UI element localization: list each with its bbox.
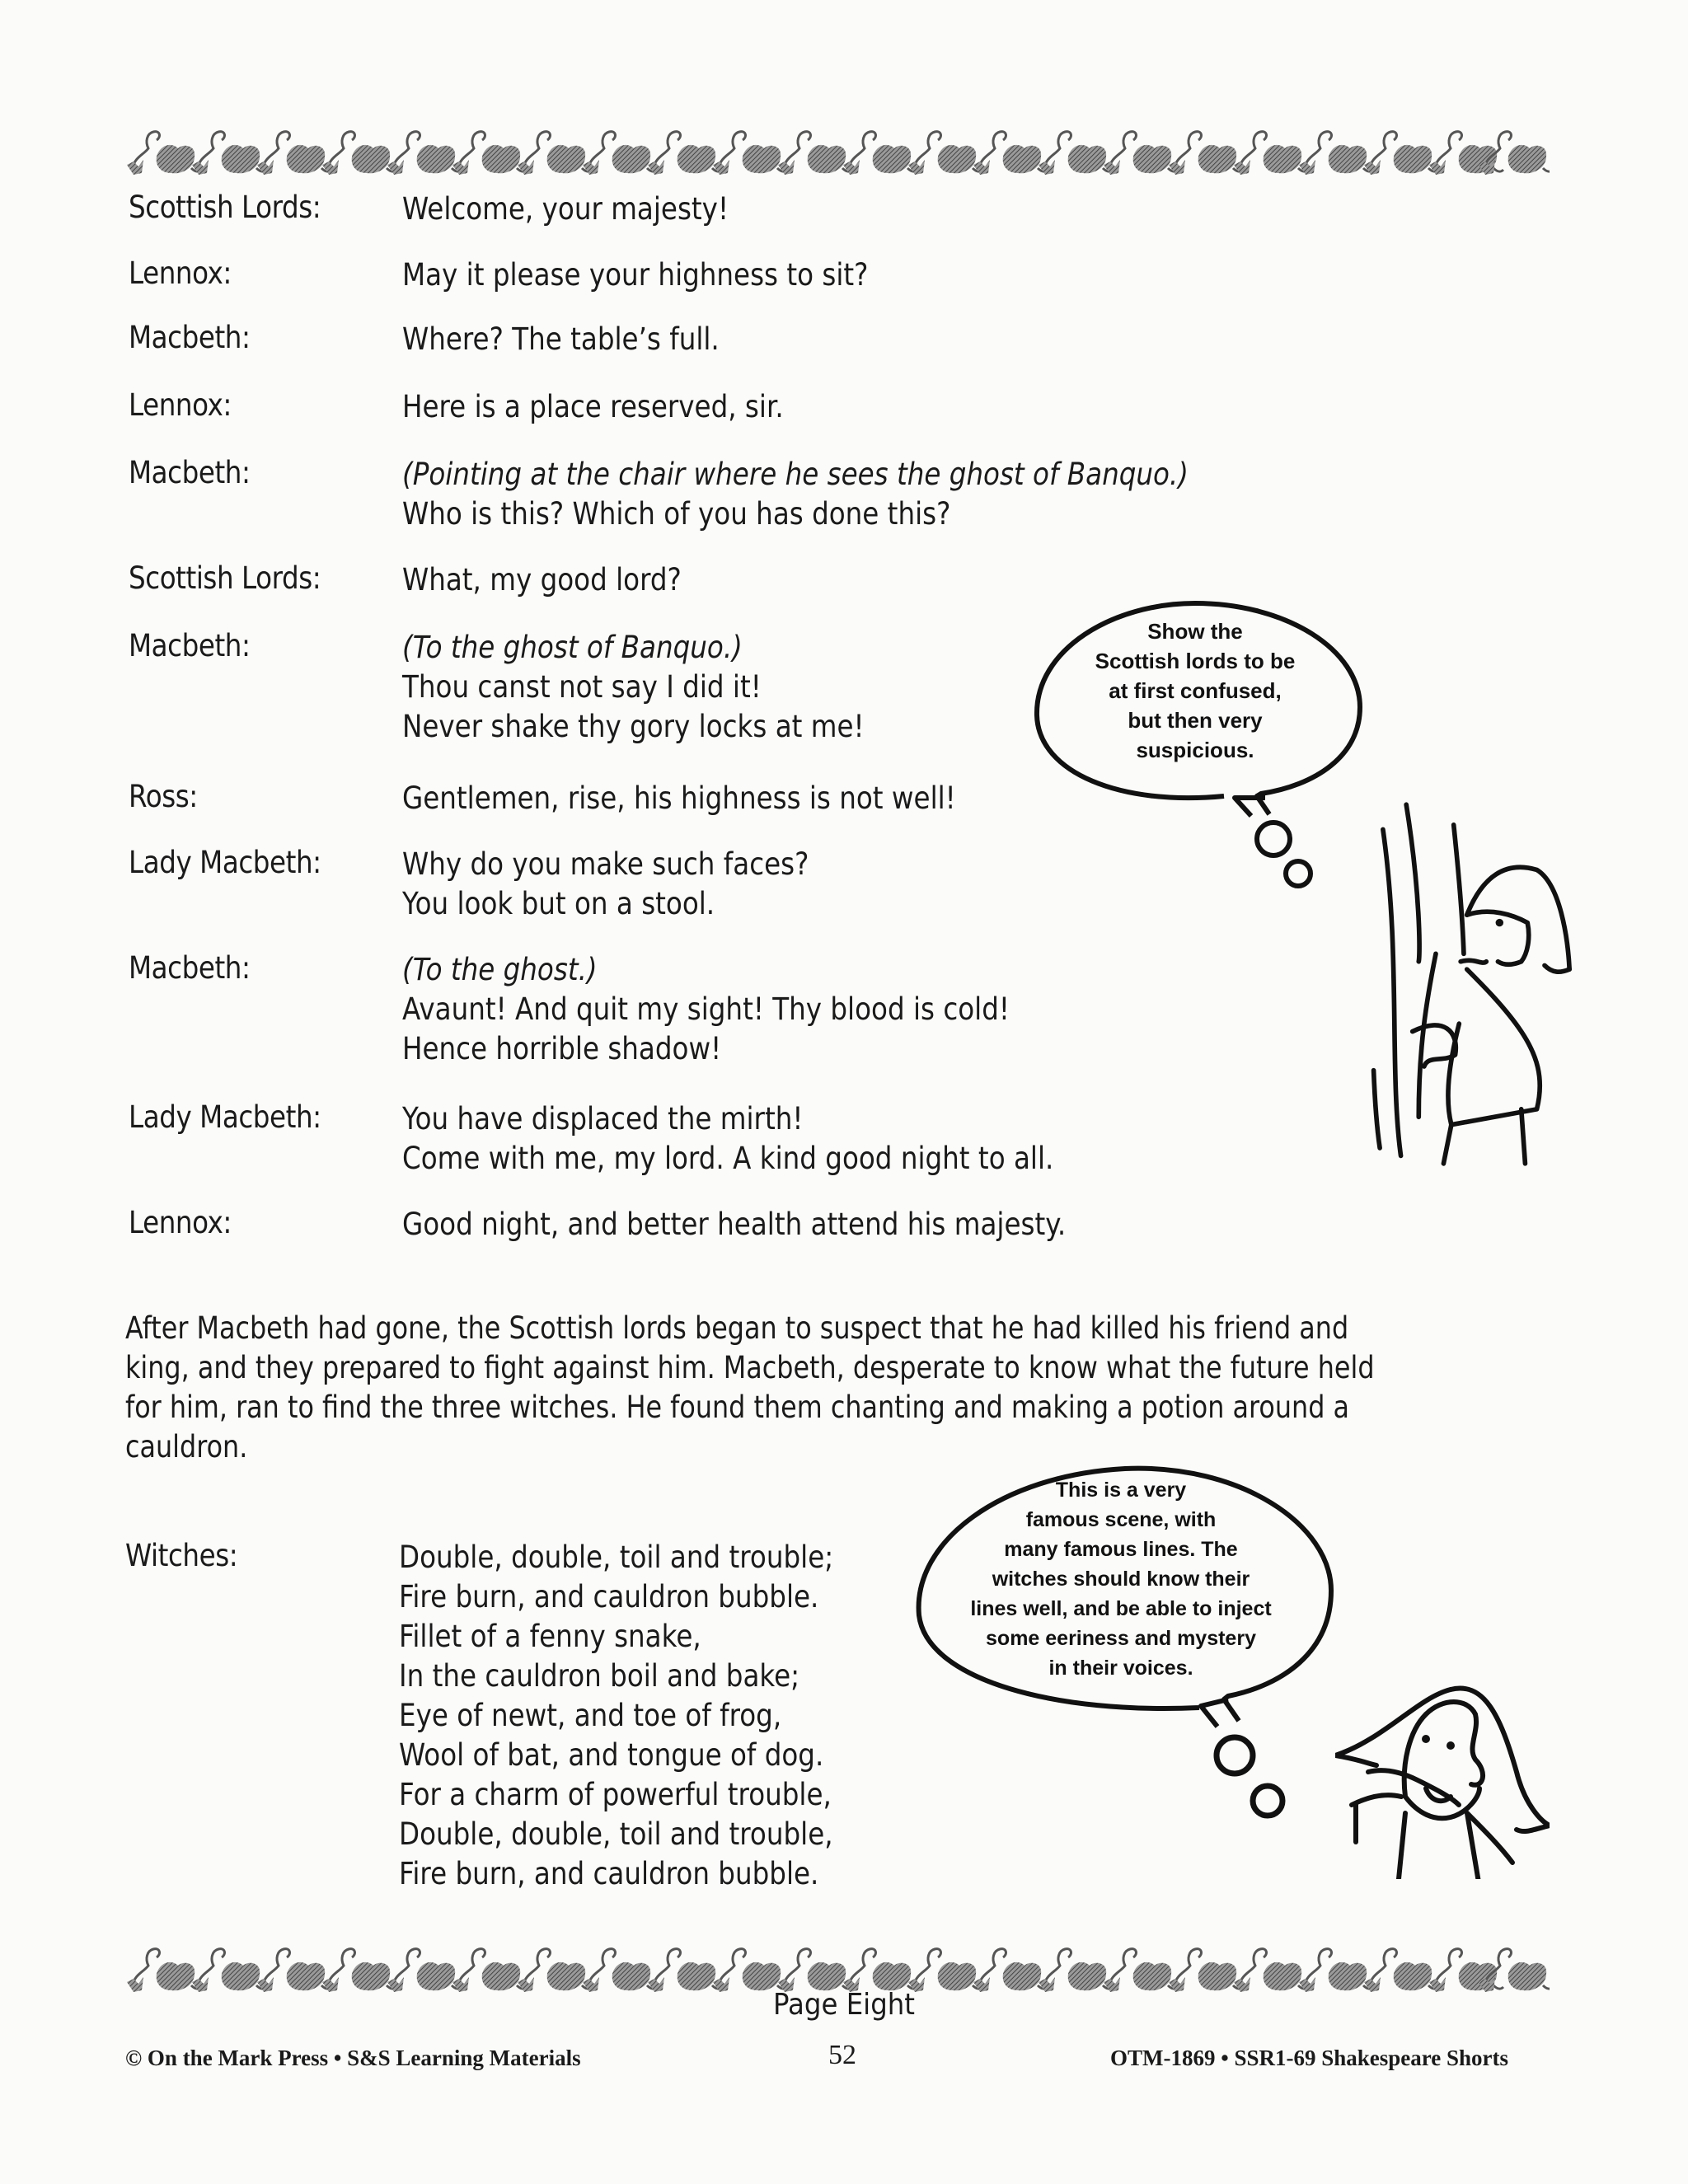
chant-line: Double, double, toil and trouble; [399,1540,834,1575]
dialogue-line: Where? The table’s full. [402,321,720,357]
chant-line: In the cauldron boil and bake; [399,1658,800,1694]
dialogue-line: Thou canst not say I did it! [402,669,762,705]
chant-line: Wool of bat, and tongue of dog. [399,1737,824,1773]
director-note-bubble [1022,592,1368,855]
stage-direction: (Pointing at the chair where he sees the ghost of Banquo.) [402,457,1189,492]
speaker-name: Macbeth: [129,950,251,986]
stage-direction: (To the ghost.) [402,952,598,987]
note-line: famous scene, with [1025,1508,1217,1531]
thought-bubble-small-circle-icon [1282,857,1315,890]
speaker-name: Scottish Lords: [129,560,321,596]
director-note-bubble [894,1451,1339,1731]
stage-direction: (To the ghost of Banquo.) [402,630,743,665]
character-peeking-from-curtain-icon [1327,791,1599,1179]
note-line: Scottish lords to be [1095,649,1296,673]
top-ivy-border [124,124,1550,181]
speaker-name: Lennox: [129,255,232,291]
speaker-name: Macbeth: [129,320,251,355]
ivy-leaf-vine-border-icon [124,124,1550,181]
note-line: witches should know their [992,1568,1250,1591]
dialogue-line: Welcome, your majesty! [402,191,729,227]
speaker-name: Lennox: [129,1205,232,1240]
speaker-name: Macbeth: [129,455,251,490]
chant-line: Fire burn, and cauldron bubble. [399,1856,819,1891]
speaker-name: Lady Macbeth: [129,845,321,880]
note-line: in their voices. [1048,1657,1193,1680]
dialogue-line: Hence horrible shadow! [402,1031,722,1066]
dialogue-line: Good night, and better health attend his majesty. [402,1207,1067,1242]
dialogue-line: Who is this? Which of you has done this? [402,496,951,532]
dialogue-line: May it please your highness to sit? [402,257,869,293]
chant-line: For a charm of powerful trouble, [399,1777,832,1812]
speaker-name: Lennox: [129,387,232,423]
note-line: at first confused, [1109,678,1282,703]
footer-publisher: © On the Mark Press • S&S Learning Materials [125,2046,581,2070]
chant-line: Fillet of a fenny snake, [399,1619,701,1654]
page-label: Page Eight [772,1988,916,2022]
narration-paragraph [125,1309,1576,1467]
chant-line: Fire burn, and cauldron bubble. [399,1579,819,1615]
thought-bubble-circles-icon [1212,1731,1286,1830]
dialogue-line: Come with me, my lord. A kind good night to all. [402,1141,1054,1176]
chant-line: Eye of newt, and toe of frog, [399,1698,782,1733]
narration-line: cauldron. [125,1429,248,1465]
speaker-name: Scottish Lords: [129,190,321,225]
note-line: many famous lines. The [1004,1538,1238,1561]
note-line: lines well, and be able to inject [970,1597,1272,1620]
note-line: Show the [1147,619,1243,644]
dialogue-line: You look but on a stool. [402,886,715,921]
dialogue-line: You have displaced the mirth! [402,1101,804,1137]
chant-line: Double, double, toil and trouble, [399,1816,833,1852]
speaker-name: Macbeth: [129,628,251,663]
note-line: some eeriness and mystery [986,1627,1256,1650]
note-line: This is a very [1055,1479,1187,1502]
dialogue-line: Never shake thy gory locks at me! [402,709,865,744]
narration-line: king, and they prepared to fight against him. Macbeth, desperate to know what the future held [125,1350,1375,1385]
speaker-name: Lady Macbeth: [129,1099,321,1135]
speaker-name: Ross: [129,779,198,814]
dialogue-line: Avaunt! And quit my sight! Thy blood is cold! [402,991,1010,1027]
speaker-name: Witches: [125,1538,238,1573]
dialogue-line: Gentlemen, rise, his highness is not well! [402,780,956,816]
character-bust-with-cape-icon [1335,1681,1550,1879]
dialogue-line: Here is a place reserved, sir. [402,389,784,424]
narration-line: After Macbeth had gone, the Scottish lords began to suspect that he had killed his friend and [125,1310,1349,1346]
dialogue-line: What, my good lord? [402,562,682,598]
dialogue-line: Why do you make such faces? [402,846,809,882]
footer-product-code: OTM-1869 • SSR1-69 Shakespeare Shorts [1110,2046,1508,2070]
narration-line: for him, ran to find the three witches. He found them chanting and making a potion around a [125,1390,1350,1425]
footer-page-number: 52 [828,2040,856,2070]
note-line: but then very [1128,708,1263,733]
note-line: suspicious. [1136,738,1254,762]
